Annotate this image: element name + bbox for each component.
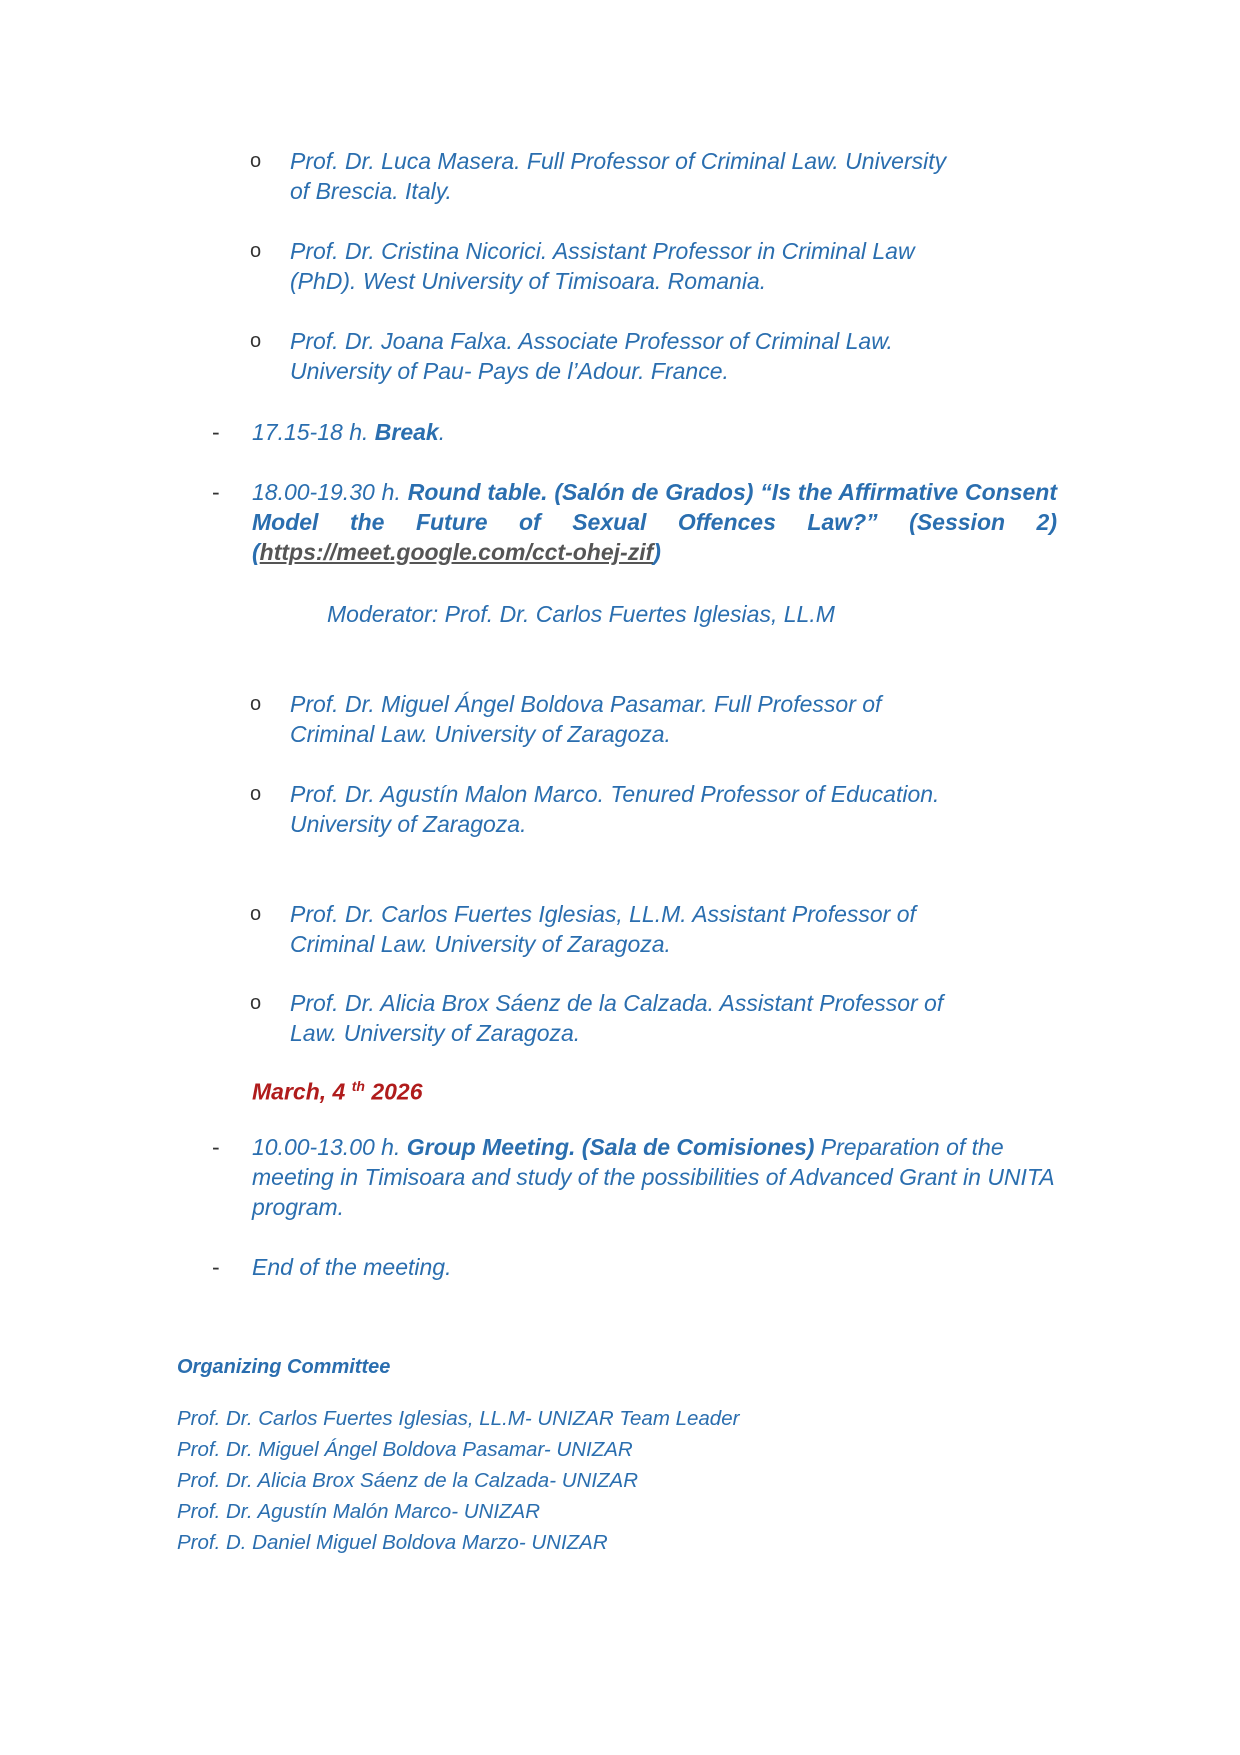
open-paren: ( — [252, 539, 260, 565]
date-year: 2026 — [364, 1078, 423, 1105]
dash-marker: - — [212, 1254, 220, 1280]
bullet-icon: o — [250, 783, 262, 805]
time: 18.00-19.30 h. — [252, 479, 408, 505]
dash-marker: - — [212, 479, 220, 505]
committee-member: Prof. Dr. Carlos Fuertes Iglesias, LL.M- UNIZAR Team Leader — [177, 1407, 740, 1430]
speaker-item — [250, 899, 1050, 959]
meeting-link[interactable]: https://meet.google.com/cct-ohej-zif — [259, 539, 654, 565]
time: 17.15-18 h. — [252, 419, 375, 445]
speaker-line: Prof. Dr. Alicia Brox Sáenz de la Calzada. Assistant Professor of — [290, 990, 944, 1016]
schedule-item-round-table — [212, 477, 1058, 567]
dash-marker: - — [212, 419, 220, 445]
committee-title: Organizing Committee — [177, 1356, 391, 1378]
speaker-line: Criminal Law. University of Zaragoza. — [290, 931, 671, 957]
schedule-item-end — [212, 1252, 1057, 1282]
speaker-line: of Brescia. Italy. — [290, 178, 452, 204]
bullet-icon: o — [250, 240, 262, 262]
committee-member: Prof. Dr. Alicia Brox Sáenz de la Calzada- UNIZAR — [177, 1469, 639, 1492]
description: Preparation of the meeting in Timisoara and study of the possibilities of Advanced Grant in UNITA program. — [252, 1134, 1054, 1220]
speaker-item — [250, 236, 1050, 296]
time: 10.00-13.00 h. — [252, 1134, 407, 1160]
speaker-line: Prof. Dr. Miguel Ángel Boldova Pasamar. Full Professor of — [290, 691, 882, 717]
committee-member: Prof. Dr. Miguel Ángel Boldova Pasamar- UNIZAR — [177, 1438, 633, 1461]
speaker-line: Law. University of Zaragoza. — [290, 1020, 581, 1046]
speaker-line: Criminal Law. University of Zaragoza. — [290, 721, 671, 747]
committee-member: Prof. D. Daniel Miguel Boldova Marzo- UNIZAR — [177, 1531, 608, 1554]
bullet-icon: o — [250, 992, 262, 1014]
date-suffix: th — [351, 1078, 365, 1094]
speaker-item — [250, 146, 1050, 206]
speaker-item — [250, 689, 1050, 749]
close-paren: ) — [653, 539, 661, 565]
moderator: Moderator: Prof. Dr. Carlos Fuertes Iglesias, LL.M — [327, 601, 835, 627]
speaker-line: Prof. Dr. Joana Falxa. Associate Professor of Criminal Law. — [290, 328, 893, 354]
session-title: Round table. (Salón de Grados) “Is the Affirmative Consent Model the Future of Sexual Offences Law?” (Session 2) — [252, 479, 1058, 535]
speaker-line: Prof. Dr. Carlos Fuertes Iglesias, LL.M. Assistant Professor of — [290, 901, 916, 927]
speaker-item — [250, 779, 1050, 839]
date-prefix: March, 4 — [252, 1078, 352, 1105]
speaker-item — [250, 326, 1050, 386]
speaker-line: Prof. Dr. Cristina Nicorici. Assistant Professor in Criminal Law — [290, 238, 915, 264]
end-text: End of the meeting. — [252, 1254, 452, 1280]
speaker-line: Prof. Dr. Luca Masera. Full Professor of Criminal Law. University — [290, 148, 947, 174]
bullet-icon: o — [250, 903, 262, 925]
day-heading — [252, 1071, 423, 1107]
bullet-icon: o — [250, 330, 262, 352]
committee-member: Prof. Dr. Agustín Malón Marco- UNIZAR — [177, 1500, 541, 1523]
schedule-item-break — [212, 417, 1057, 447]
schedule-item-group-meeting — [212, 1132, 1057, 1222]
bullet-icon: o — [250, 150, 262, 172]
session-title: Group Meeting. (Sala de Comisiones) — [406, 1134, 815, 1160]
speaker-line: Prof. Dr. Agustín Malon Marco. Tenured Professor of Education. — [290, 781, 940, 807]
speaker-item — [250, 988, 1050, 1048]
speaker-line: University of Pau- Pays de l’Adour. France. — [290, 358, 729, 384]
label: Break — [374, 419, 439, 445]
speaker-line: (PhD). West University of Timisoara. Romania. — [290, 268, 767, 294]
bullet-icon: o — [250, 693, 262, 715]
speaker-line: University of Zaragoza. — [290, 811, 527, 837]
dash-marker: - — [212, 1134, 220, 1160]
punct: . — [438, 419, 446, 445]
